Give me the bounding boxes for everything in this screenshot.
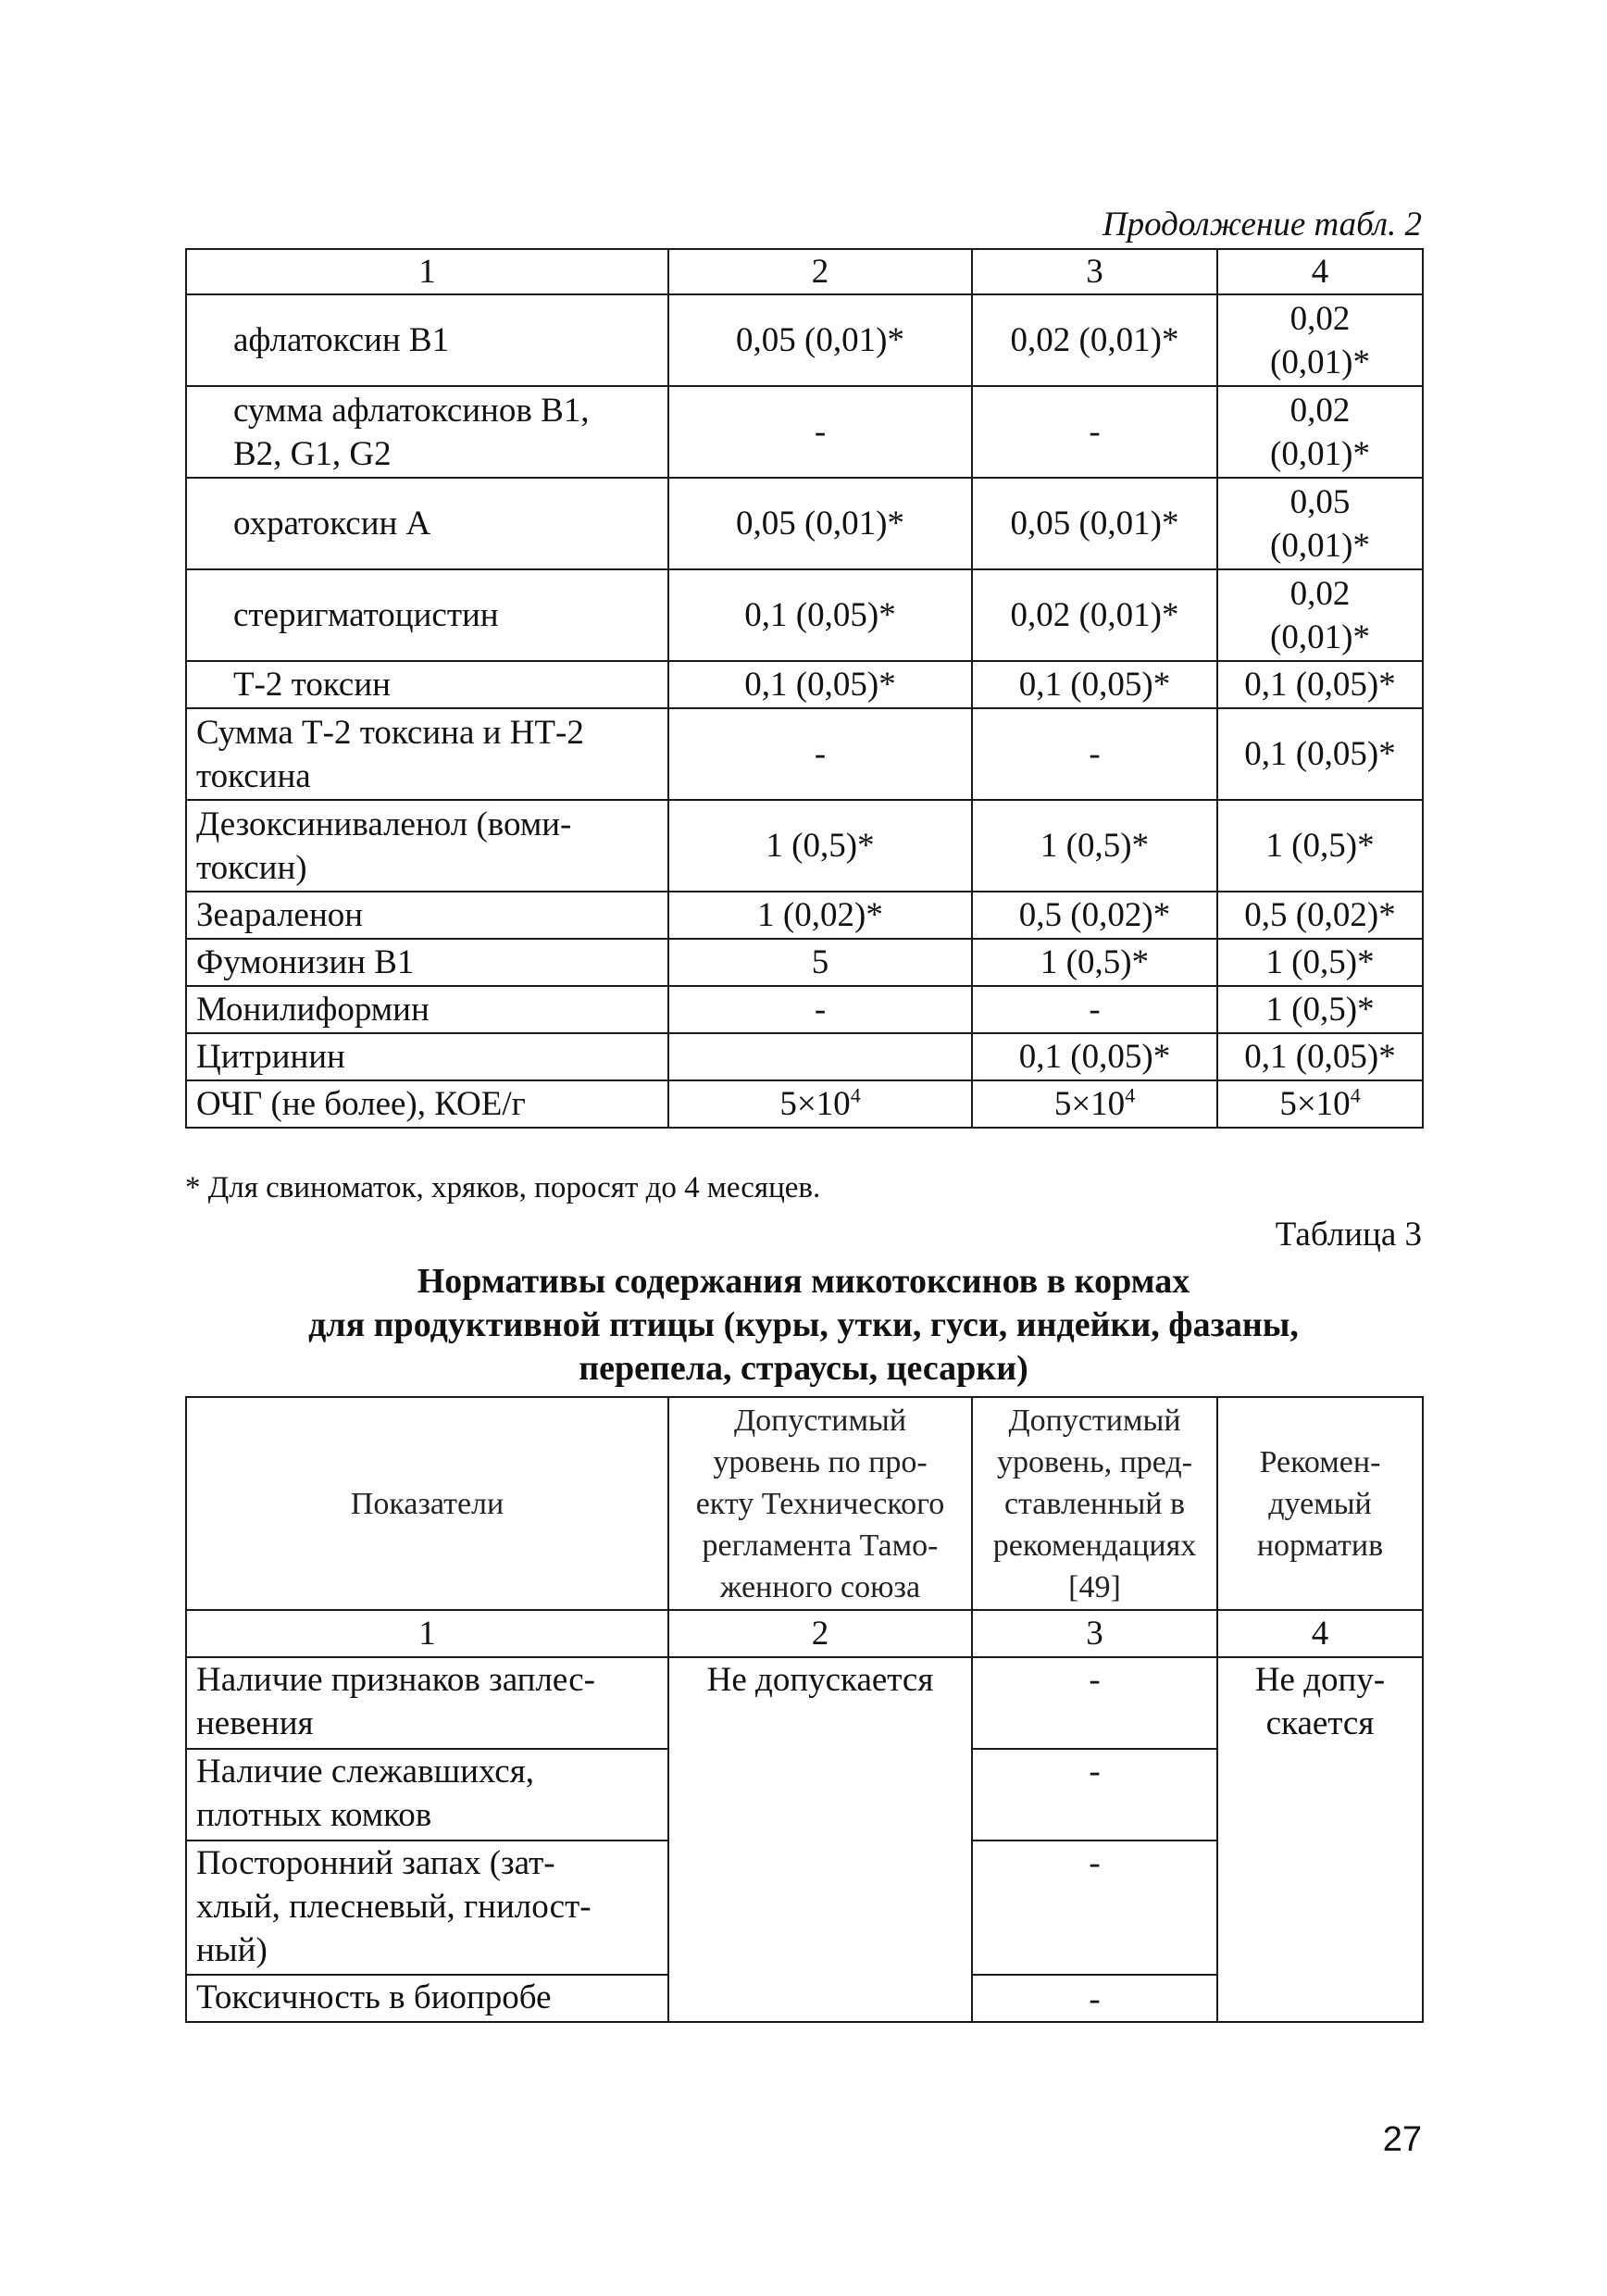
row-name: Токсичность в биопробе [186, 1975, 668, 2022]
cell-value [1217, 386, 1423, 478]
cell-line: (0,01)* [1270, 343, 1370, 381]
cell-line: Не допу- [1254, 1661, 1386, 1699]
header-line: уровень, пред- [996, 1444, 1193, 1479]
column-number: 3 [972, 249, 1217, 294]
cell-value [1217, 294, 1423, 386]
header-line: дуемый [1268, 1486, 1372, 1521]
cell-value: 0,1 (0,05)* [1217, 661, 1423, 708]
merged-not-allowed: Не допускается [668, 1657, 972, 2022]
cell-value: 0,05 (0,01)* [668, 294, 972, 386]
row-name-line: плотных комков [196, 1796, 432, 1834]
row-name: Фумонизин В1 [186, 939, 668, 986]
cell-line: 0,02 [1289, 574, 1351, 613]
cell-value: - [972, 1657, 1217, 1749]
row-name [186, 386, 668, 478]
page-content [185, 204, 1422, 2023]
header-tr-ts [668, 1397, 972, 1610]
table-3-title [185, 1260, 1422, 1391]
cell-exponent: 4 [1125, 1083, 1136, 1107]
cell-line: скается [1265, 1704, 1375, 1742]
header-line: Рекомен- [1259, 1444, 1381, 1479]
table-row [186, 986, 1423, 1033]
column-number: 1 [186, 1610, 668, 1657]
header-indicators: Показатели [186, 1397, 668, 1610]
row-name-line: Наличие признаков заплес- [196, 1661, 595, 1699]
table-2-continuation [185, 248, 1424, 1129]
column-number: 2 [668, 249, 972, 294]
cell-mantissa: 5×10 [779, 1085, 851, 1123]
cell-value [1217, 1080, 1423, 1128]
header-recommendations [972, 1397, 1217, 1610]
cell-line: 0,05 [1289, 482, 1351, 521]
table-row [186, 661, 1423, 708]
row-name-line: Наличие слежавшихся, [196, 1753, 534, 1791]
row-name-line: В2, G1, G2 [233, 434, 392, 473]
cell-exponent: 4 [1350, 1083, 1361, 1107]
cell-value [1217, 569, 1423, 661]
cell-line: 0,02 [1289, 299, 1351, 338]
cell-value: 0,1 (0,05)* [1217, 708, 1423, 800]
header-line: Допустимый [1008, 1403, 1181, 1438]
header-line: ставленный в [1003, 1486, 1186, 1521]
table-row [186, 1657, 1423, 1749]
cell-value: 1 (0,5)* [1217, 939, 1423, 986]
header-line: екту Технического [695, 1486, 945, 1521]
table-row [186, 249, 1423, 294]
row-name-line: токсин) [196, 848, 307, 887]
cell-value: 0,02 (0,01)* [972, 569, 1217, 661]
cell-value [972, 1080, 1217, 1128]
row-name: Цитринин [186, 1033, 668, 1080]
cell-value [668, 1033, 972, 1080]
cell-value: 0,5 (0,02)* [1217, 892, 1423, 939]
cell-value: 0,1 (0,05)* [972, 1033, 1217, 1080]
cell-value: - [972, 708, 1217, 800]
table-row [186, 800, 1423, 892]
cell-value: - [972, 1841, 1217, 1975]
row-name-line: хлый, плесневый, гнилост- [196, 1888, 592, 1926]
cell-value: - [972, 386, 1217, 478]
cell-value: 1 (0,5)* [668, 800, 972, 892]
cell-value: 0,5 (0,02)* [972, 892, 1217, 939]
table-row [186, 294, 1423, 386]
row-name-line: Дезоксиниваленол (воми- [196, 805, 572, 843]
row-name: афлатоксин В1 [186, 294, 668, 386]
cell-value: 5 [668, 939, 972, 986]
cell-value: 1 (0,5)* [972, 939, 1217, 986]
row-name [186, 1749, 668, 1841]
row-name [186, 1841, 668, 1975]
cell-line: (0,01)* [1270, 526, 1370, 565]
cell-value: 1 (0,5)* [1217, 800, 1423, 892]
cell-mantissa: 5×10 [1279, 1085, 1351, 1123]
cell-value: 0,1 (0,05)* [668, 661, 972, 708]
cell-value: 0,1 (0,05)* [972, 661, 1217, 708]
cell-value: 0,02 (0,01)* [972, 294, 1217, 386]
cell-exponent: 4 [850, 1083, 861, 1107]
row-name-line: токсина [196, 756, 311, 795]
row-name-line: Посторонний запах (зат- [196, 1844, 555, 1882]
table-header-row [186, 1397, 1423, 1610]
row-name: Т-2 токсин [186, 661, 668, 708]
header-line: рекомендациях [992, 1528, 1197, 1563]
cell-value: 0,1 (0,05)* [668, 569, 972, 661]
table-3 [185, 1396, 1424, 2023]
cell-value: 1 (0,02)* [668, 892, 972, 939]
title-line: для продуктивной птицы (куры, утки, гуси, индейки, фазаны, [308, 1305, 1299, 1344]
table-row [186, 1080, 1423, 1128]
header-line: уровень по про- [713, 1444, 928, 1479]
row-name [186, 800, 668, 892]
column-number: 4 [1217, 249, 1423, 294]
cell-value: 1 (0,5)* [972, 800, 1217, 892]
cell-value: - [972, 1975, 1217, 2022]
header-recommended-norm [1217, 1397, 1423, 1610]
table-row [186, 1610, 1423, 1657]
cell-line: (0,01)* [1270, 434, 1370, 473]
table-row [186, 708, 1423, 800]
cell-value: 0,1 (0,05)* [1217, 1033, 1423, 1080]
column-number: 2 [668, 1610, 972, 1657]
cell-value: - [972, 986, 1217, 1033]
table-row [186, 1033, 1423, 1080]
cell-value: 0,05 (0,01)* [668, 478, 972, 569]
row-name: стеригматоцистин [186, 569, 668, 661]
table-row [186, 569, 1423, 661]
column-number: 1 [186, 249, 668, 294]
continuation-caption: Продолжение табл. 2 [1102, 206, 1422, 243]
page-number: 27 [1382, 2120, 1422, 2159]
table-row [186, 939, 1423, 986]
header-line: регламента Тамо- [702, 1528, 939, 1563]
cell-line: (0,01)* [1270, 618, 1370, 656]
header-line: норматив [1256, 1528, 1384, 1563]
cell-value: - [972, 1749, 1217, 1841]
header-line: [49] [1068, 1569, 1121, 1604]
cell-line: 0,02 [1289, 391, 1351, 430]
title-line: перепела, страусы, цесарки) [579, 1349, 1028, 1388]
row-name [186, 1657, 668, 1749]
row-name-line: ный) [196, 1931, 268, 1969]
table-3-label: Таблица 3 [1275, 1216, 1422, 1254]
merged-not-allowed-norm [1217, 1657, 1423, 2022]
cell-value [1217, 478, 1423, 569]
row-name-line: Сумма Т-2 токсина и НТ-2 [196, 713, 584, 752]
cell-value: - [668, 708, 972, 800]
cell-value: - [668, 386, 972, 478]
cell-value [668, 1080, 972, 1128]
footnote: * Для свиноматок, хряков, поросят до 4 месяцев. [185, 1171, 821, 1204]
cell-value: 0,05 (0,01)* [972, 478, 1217, 569]
cell-value: - [668, 986, 972, 1033]
row-name: ОЧГ (не более), КОЕ/г [186, 1080, 668, 1128]
cell-value: 1 (0,5)* [1217, 986, 1423, 1033]
title-line: Нормативы содержания микотоксинов в кормах [417, 1262, 1190, 1301]
table-row [186, 386, 1423, 478]
row-name: Монилиформин [186, 986, 668, 1033]
row-name: охратоксин А [186, 478, 668, 569]
row-name [186, 708, 668, 800]
cell-mantissa: 5×10 [1053, 1085, 1126, 1123]
row-name-line: невения [196, 1704, 314, 1742]
table-row [186, 478, 1423, 569]
row-name-line: сумма афлатоксинов В1, [233, 391, 590, 430]
header-line: женного союза [719, 1569, 921, 1604]
column-number: 3 [972, 1610, 1217, 1657]
column-number: 4 [1217, 1610, 1423, 1657]
table-row [186, 892, 1423, 939]
header-line: Допустимый [733, 1403, 907, 1438]
row-name: Зеараленон [186, 892, 668, 939]
